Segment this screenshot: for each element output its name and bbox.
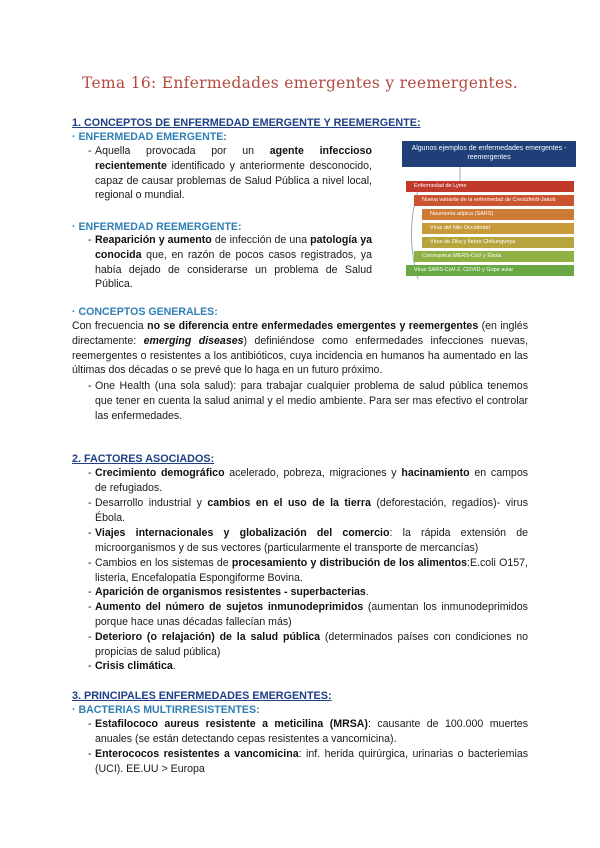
bullet-dash: - bbox=[88, 380, 92, 392]
diagram-header: Algunos ejemplos de enfermedades emergentes - reemergentes bbox=[402, 141, 576, 167]
bullet-dash: - bbox=[88, 527, 92, 539]
bacterias-label: · BACTERIAS MULTIRRESISTENTES: bbox=[72, 704, 260, 716]
diagram-bar: Virus del Nilo Occidental bbox=[422, 223, 574, 234]
diagram-bar: Virus de Zika y fiebre Chikungunya bbox=[422, 237, 574, 248]
section-2-heading: 2. FACTORES ASOCIADOS: bbox=[72, 453, 215, 465]
page-title: Tema 16: Enfermedades emergentes y reemergentes. bbox=[82, 74, 518, 92]
diagram-bar: Neumonía atípica (SARS) bbox=[422, 209, 574, 220]
bullet-dash: - bbox=[88, 631, 92, 643]
list-item: - Enterococos resistentes a vancomicina: inf. herida quirúrgica, urinarias o bacteriemias (UCI). EE.UU > Europa bbox=[72, 747, 528, 777]
list-item: - Viajes internacionales y globalización del comercio: la rápida extensión de microorganismos y de sus vectores (particularmente el transporte de mercancías) bbox=[72, 526, 528, 556]
generales-label: · CONCEPTOS GENERALES: bbox=[72, 306, 218, 318]
list-item: - Desarrollo industrial y cambios en el uso de la tierra (deforestación, regadíos)- virus Ébola. bbox=[72, 496, 528, 526]
one-health-text: One Health (una sola salud): para trabajar cualquier problema de salud pública tenemos que tener en cuenta la salud animal y el medio ambiente. Para ser mas efectivo el controlar las enfermedades. bbox=[95, 380, 528, 422]
list-item bbox=[72, 379, 528, 423]
list-item bbox=[72, 233, 372, 292]
list-item: - Deterioro (o relajación) de la salud pública (determinados países con condiciones no propicias de salud pública) bbox=[72, 630, 528, 660]
bullet-dash: - bbox=[88, 718, 92, 730]
list-item: - Aumento del número de sujetos inmunodeprimidos (aumentan los inmunodeprimidos porque hace unas décadas fallecían más) bbox=[72, 600, 528, 630]
list-item: - Crisis climática. bbox=[72, 659, 528, 674]
bullet-dash: - bbox=[88, 601, 92, 613]
emergente-definition: Aquella provocada por un agente infeccioso recientemente identificado y anteriormente desconocido, capaz de causar problemas de Salud Pública a nivel local, regional o mundial. bbox=[95, 145, 372, 202]
reemergente-definition: Reaparición y aumento de infección de una patología ya conocida que, en razón de pocos casos registrados, ya había dejado de considerarse un problema de Salud Pública. bbox=[95, 234, 373, 291]
diagram-bar: Virus SARS-CoV-2, COVID y Gripe aviar bbox=[406, 265, 574, 276]
generales-paragraph: Con frecuencia no se diferencia entre enfermedades emergentes y reemergentes (en inglés directamente: emerging diseases) definiéndose como enfermedades infecciones nuevas, reemergentes o resistentes a los antibióticos, cuya incidencia en humanos ha aumentado en las últimas dos décadas o se prevé que lo haga en un futuro próximo. bbox=[72, 320, 529, 377]
diagram-bar: Nueva variante de la enfermedad de Creutzfeldt-Jakob bbox=[414, 195, 574, 206]
list-item bbox=[72, 144, 372, 203]
bullet-dash: - bbox=[88, 748, 92, 760]
bullet-dash: - bbox=[88, 497, 92, 509]
list-item: - Crecimiento demográfico acelerado, pobreza, migraciones y hacinamiento en campos de refugiados. bbox=[72, 466, 528, 496]
reemergente-label: · ENFERMEDAD REEMERGENTE: bbox=[72, 221, 242, 233]
bullet-dash: - bbox=[88, 660, 92, 672]
bullet-dash: - bbox=[88, 467, 92, 479]
bullet-dash: - bbox=[88, 586, 92, 598]
bullet-dash: - bbox=[88, 557, 92, 569]
section-3-heading: 3. PRINCIPALES ENFERMEDADES EMERGENTES: bbox=[72, 690, 332, 702]
diagram-bar: Coronavirus MERS-CoV y Ébola bbox=[414, 251, 574, 262]
examples-diagram bbox=[400, 141, 580, 291]
bullet-dash: - bbox=[88, 234, 92, 246]
list-item: - Cambios en los sistemas de procesamiento y distribución de los alimentos:E.coli O157, listeria, Encefalopatía Espongiforme Bovina. bbox=[72, 556, 528, 586]
list-item: - Aparición de organismos resistentes - superbacterias. bbox=[72, 585, 528, 600]
bullet-dash: - bbox=[88, 145, 92, 157]
diagram-bar: Enfermedad de Lyme bbox=[406, 181, 574, 192]
section-1-heading: 1. CONCEPTOS DE ENFERMEDAD EMERGENTE Y REEMERGENTE: bbox=[72, 117, 421, 129]
list-item: - Estafilococo aureus resistente a meticilina (MRSA): causante de 100.000 muertes anuales (se están detectando cepas resistentes a vancomicina). bbox=[72, 717, 528, 747]
emergente-label: · ENFERMEDAD EMERGENTE: bbox=[72, 131, 227, 143]
